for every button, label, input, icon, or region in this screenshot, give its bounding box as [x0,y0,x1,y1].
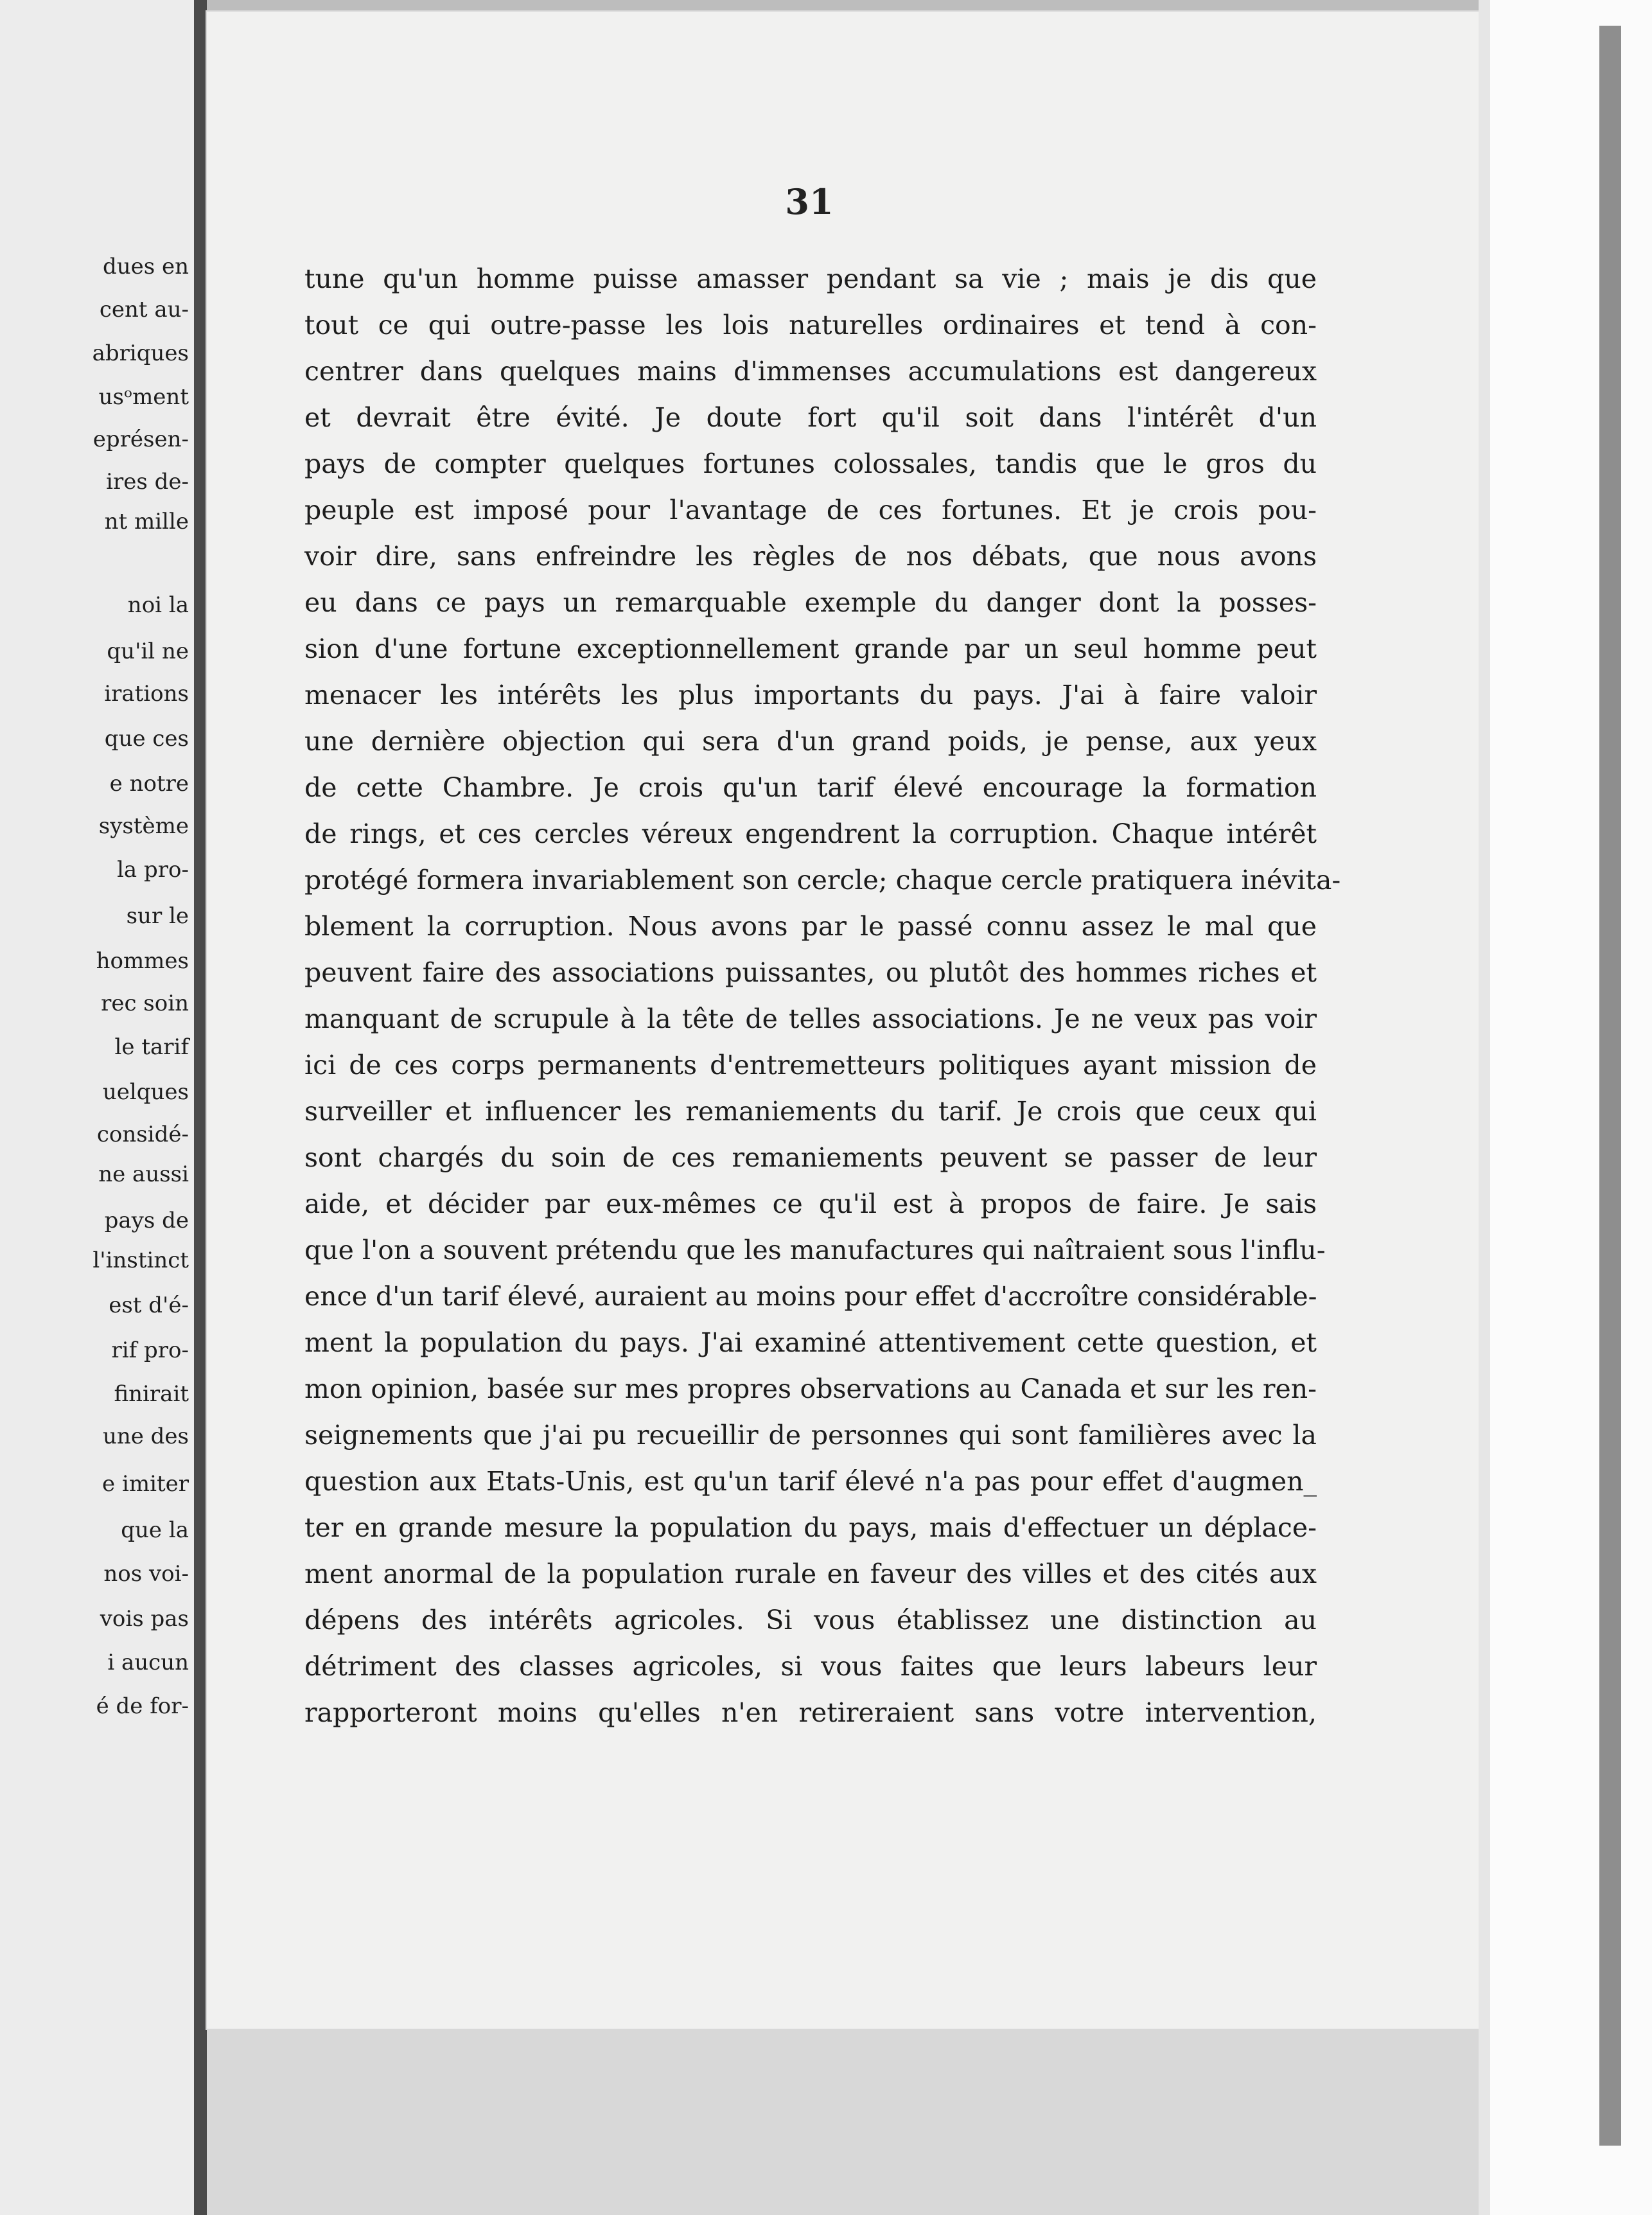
left-page-line: une des [102,1424,189,1449]
left-page-line: rec soin [101,991,189,1016]
page-bottom-shadow [207,2029,1479,2215]
text-line: tune qu'un homme puisse amasser pendant sa vie ; mais je dis que [304,263,1317,294]
left-page-line: noi la [127,592,189,618]
left-page-line: nt mille [104,509,189,534]
left-page-line: vois pas [100,1606,189,1632]
left-page-line: nos voi- [103,1561,189,1587]
text-line: protégé formera invariablement son cercle; chaque cercle pratiquera inévita- [304,865,1341,896]
text-line: blement la corruption. Nous avons par le passé connu assez le mal que [304,911,1317,942]
left-page-line: système [98,813,189,839]
left-page-line: ires de- [106,469,189,495]
text-line: question aux Etats-Unis, est qu'un tarif élevé n'a pas pour effet d'augmen_ [304,1466,1317,1497]
text-line: ence d'un tarif élevé, auraient au moins pour effet d'accroître considérable- [304,1281,1317,1312]
text-line: dépens des intérêts agricoles. Si vous établissez une distinction au [304,1605,1317,1636]
left-page-line: considé- [96,1122,189,1147]
left-page-line: irations [104,681,189,707]
text-line: que l'on a souvent prétendu que les manufactures qui naîtraient sous l'influ- [304,1235,1326,1266]
text-line: surveiller et influencer les remaniements du tarif. Je crois que ceux qui [304,1096,1317,1127]
text-line: sion d'une fortune exceptionnellement grande par un seul homme peut [304,633,1317,664]
left-page-line: e imiter [102,1471,189,1497]
right-binding-strip [1599,26,1621,2146]
text-line: seignements que j'ai pu recueillir de personnes qui sont familières avec la [304,1420,1317,1451]
page-number: 31 [785,181,834,222]
left-page-line: i aucun [107,1650,189,1675]
text-line: ment anormal de la population rurale en faveur des villes et des cités aux [304,1558,1317,1589]
left-page-line: pays de [104,1208,189,1233]
text-line: centrer dans quelques mains d'immenses accumulations est dangereux [304,356,1317,387]
left-page-line: eprésen- [92,427,189,452]
left-page-line: cent au- [99,297,189,322]
text-line: ici de ces corps permanents d'entremetteurs politiques ayant mission de [304,1050,1317,1081]
book-gutter [194,0,207,2215]
text-line: et devrait être évité. Je doute fort qu'il soit dans l'intérêt d'un [304,402,1317,433]
left-page-line: ne aussi [98,1161,189,1187]
text-line: de rings, et ces cercles véreux engendrent la corruption. Chaque intérêt [304,818,1317,849]
text-line: rapporteront moins qu'elles n'en retireraient sans votre intervention, [304,1697,1317,1728]
text-line: détriment des classes agricoles, si vous faites que leurs labeurs leur [304,1651,1317,1682]
left-page-line: le tarif [114,1034,189,1060]
left-facing-page [0,0,198,2215]
left-page-line: l'instinct [92,1248,189,1273]
left-page-line: rif pro- [111,1337,189,1363]
left-page-line: sur le [126,903,189,929]
left-page-line: hommes [96,948,189,974]
text-line: ter en grande mesure la population du pays, mais d'effectuer un déplace- [304,1512,1317,1543]
left-page-line: abriques [92,340,189,366]
left-page-line: finirait [114,1381,189,1407]
text-line: voir dire, sans enfreindre les règles de nos débats, que nous avons [304,541,1317,572]
right-page-edge [1479,0,1652,2215]
text-line: pays de compter quelques fortunes colossales, tandis que le gros du [304,448,1317,479]
text-line: ment la population du pays. J'ai examiné attentivement cette question, et [304,1327,1317,1358]
text-line: tout ce qui outre-passe les lois naturelles ordinaires et tend à con- [304,310,1317,340]
text-line: de cette Chambre. Je crois qu'un tarif élevé encourage la formation [304,772,1317,803]
text-line: mon opinion, basée sur mes propres observations au Canada et sur les ren- [304,1373,1317,1404]
left-page-line: dues en [102,254,189,279]
left-page-line: est d'é- [109,1293,189,1318]
left-page-line: e notre [109,771,189,797]
text-line: sont chargés du soin de ces remaniements peuvent se passer de leur [304,1142,1317,1173]
left-page-line: que ces [104,726,189,752]
left-page-line: é de for- [96,1693,189,1719]
body-text [304,256,1341,1736]
text-line: eu dans ce pays un remarquable exemple du danger dont la posses- [304,587,1317,618]
text-line: une dernière objection qui sera d'un grand poids, je pense, aux yeux [304,726,1317,757]
text-line: peuple est imposé pour l'avantage de ces fortunes. Et je crois pou- [304,495,1317,525]
text-line: peuvent faire des associations puissantes, ou plutôt des hommes riches et [304,957,1317,988]
left-page-line: uelques [102,1079,189,1105]
left-page-line: qu'il ne [107,639,189,664]
text-line: aide, et décider par eux-mêmes ce qu'il est à propos de faire. Je sais [304,1188,1317,1219]
left-page-line: usᵒment [98,384,189,410]
text-line: menacer les intérêts les plus importants du pays. J'ai à faire valoir [304,680,1317,710]
left-page-line: la pro- [117,857,189,883]
left-page-line: que la [121,1517,189,1543]
text-line: manquant de scrupule à la tête de telles associations. Je ne veux pas voir [304,1003,1317,1034]
